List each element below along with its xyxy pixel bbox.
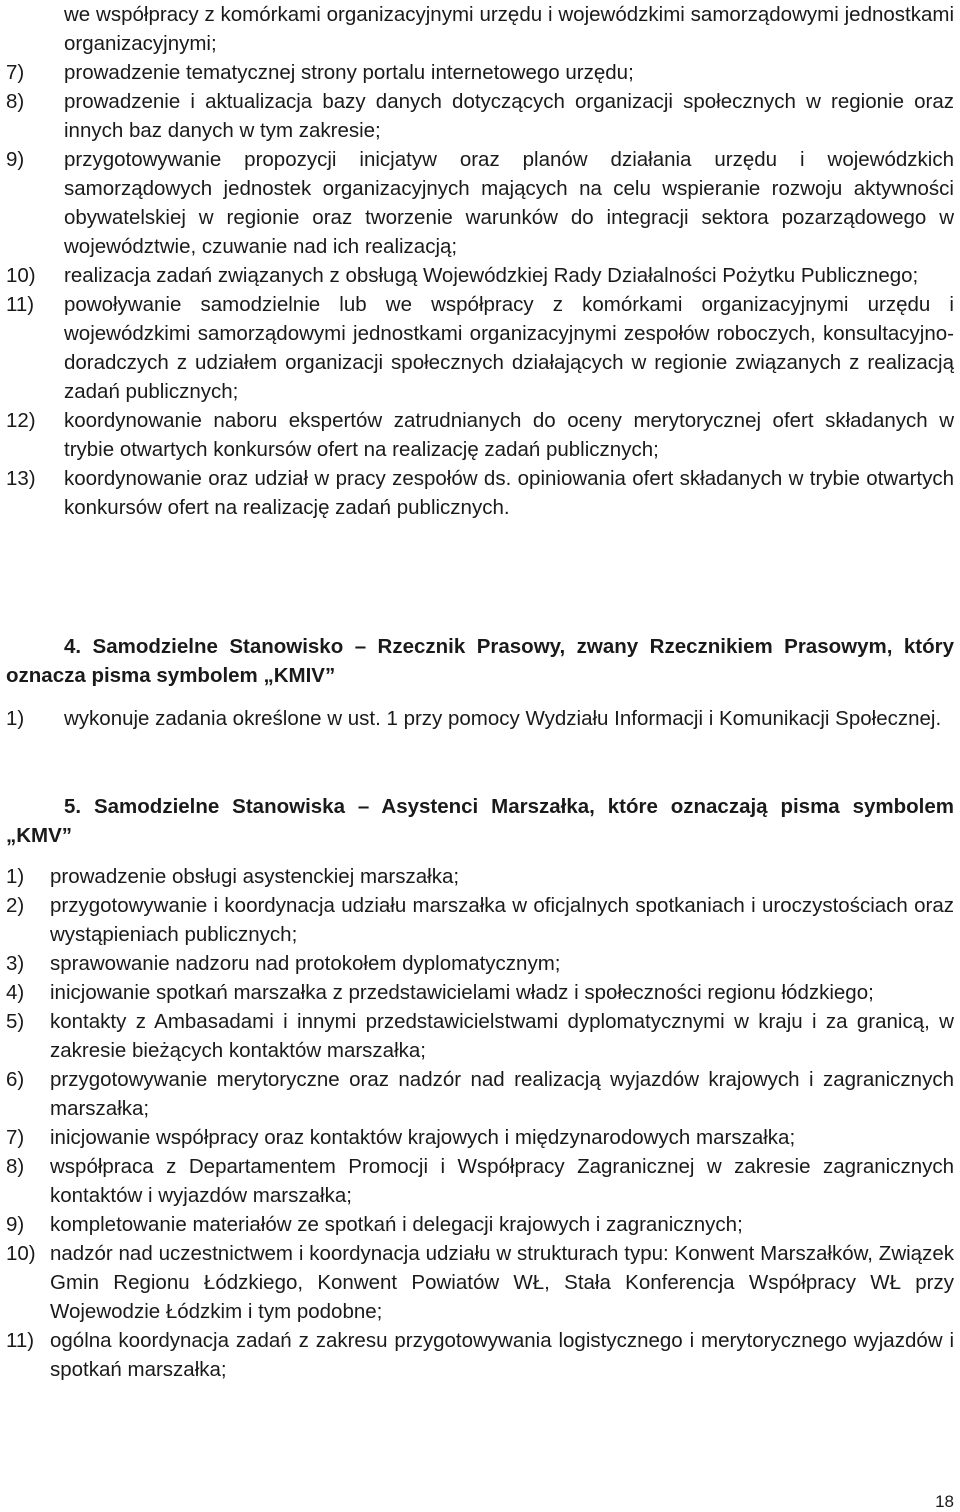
list-item-text: prowadzenie tematycznej strony portalu internetowego urzędu; bbox=[64, 61, 634, 84]
list-item-number: 1) bbox=[6, 707, 25, 730]
list-item-number: 7) bbox=[6, 61, 25, 84]
list-item-number: 3) bbox=[6, 952, 25, 975]
list-item-text: przygotowywanie merytoryczne oraz nadzór nad realizacją wyjazdów krajowych i zagranicznych marszałka; bbox=[50, 1068, 954, 1120]
section3-list bbox=[6, 58, 954, 522]
list-item-text: prowadzenie i aktualizacja bazy danych dotyczących organizacji społecznych w regionie oraz innych baz danych w tym zakresie; bbox=[64, 90, 954, 142]
list-item bbox=[6, 145, 954, 261]
list-item bbox=[6, 704, 954, 733]
list-item bbox=[6, 464, 954, 522]
list-item-text: realizacja zadań związanych z obsługą Wojewódzkiej Rady Działalności Pożytku Publicznego; bbox=[64, 264, 919, 287]
section5 bbox=[6, 792, 954, 850]
list-item-text: kontakty z Ambasadami i innymi przedstawicielstwami dyplomatycznymi w kraju i za granicą, w zakresie bieżących kontaktów marszałka; bbox=[50, 1010, 954, 1062]
list-item bbox=[6, 87, 954, 145]
section-heading: 4. Samodzielne Stanowisko – Rzecznik Prasowy, zwany Rzecznikiem Prasowym, który oznacza pisma symbolem „KMIV” bbox=[6, 635, 954, 687]
list-item bbox=[6, 862, 954, 891]
list-item-number: 5) bbox=[6, 1010, 25, 1033]
list-item-text: przygotowywanie propozycji inicjatyw oraz planów działania urzędu i wojewódzkich samorządowych jednostek organizacyjnych mających na celu wspieranie rozwoju aktywności obywatelskiej w regionie oraz tworzenie warunków do integracji sektora pozarządowego w województwie, czuwanie nad ich realizacją; bbox=[64, 148, 954, 258]
list-item-number: 6) bbox=[6, 1068, 25, 1091]
list-item bbox=[6, 58, 954, 87]
list-item-text: nadzór nad uczestnictwem i koordynacja udziału w strukturach typu: Konwent Marszałków, Związek Gmin Regionu Łódzkiego, Konwent Powiatów WŁ, Stała Konferencja Współpracy WŁ przy Wojewodzie Łódzkim i tym podobne; bbox=[50, 1242, 954, 1323]
continued-text: we współpracy z komórkami organizacyjnymi urzędu i wojewódzkimi samorządowymi jednostkami organizacyjnymi; bbox=[64, 3, 954, 55]
section-heading: 5. Samodzielne Stanowiska – Asystenci Marszałka, które oznaczają pisma symbolem „KMV” bbox=[6, 795, 954, 847]
list-item bbox=[6, 978, 954, 1007]
list-item bbox=[6, 891, 954, 949]
list-item-text: współpraca z Departamentem Promocji i Współpracy Zagranicznej w zakresie zagranicznych kontaktów i wyjazdów marszałka; bbox=[50, 1155, 954, 1207]
list-item-text: prowadzenie obsługi asystenckiej marszałka; bbox=[50, 865, 460, 888]
list-item-number: 8) bbox=[6, 90, 25, 113]
list-item-number: 12) bbox=[6, 409, 36, 432]
list-item-text: inicjowanie współpracy oraz kontaktów krajowych i międzynarodowych marszałka; bbox=[50, 1126, 796, 1149]
list-item-number: 11) bbox=[6, 1329, 35, 1352]
list-item-number: 4) bbox=[6, 981, 25, 1004]
section3-continuation bbox=[6, 0, 954, 58]
list-item-text: kompletowanie materiałów ze spotkań i delegacji krajowych i zagranicznych; bbox=[50, 1213, 743, 1236]
list-item-number: 11) bbox=[6, 293, 35, 316]
list-item bbox=[6, 290, 954, 406]
list-item-number: 2) bbox=[6, 894, 25, 917]
list-item bbox=[6, 1326, 954, 1384]
list-item-text: ogólna koordynacja zadań z zakresu przygotowywania logistycznego i merytorycznego wyjazdów i spotkań marszałka; bbox=[50, 1329, 954, 1381]
list-item-number: 10) bbox=[6, 1242, 36, 1265]
section4-list bbox=[6, 704, 954, 733]
list-item-text: koordynowanie oraz udział w pracy zespołów ds. opiniowania ofert składanych w trybie otwartych konkursów ofert na realizację zadań publicznych. bbox=[64, 467, 954, 519]
list-item bbox=[6, 1210, 954, 1239]
list-item-number: 7) bbox=[6, 1126, 25, 1149]
list-item-text: przygotowywanie i koordynacja udziału marszałka w oficjalnych spotkaniach i uroczystościach oraz wystąpieniach publicznych; bbox=[50, 894, 954, 946]
list-item-number: 9) bbox=[6, 1213, 25, 1236]
list-item-text: inicjowanie spotkań marszałka z przedstawicielami władz i społeczności regionu łódzkiego; bbox=[50, 981, 874, 1004]
list-item bbox=[6, 1123, 954, 1152]
list-item bbox=[6, 1065, 954, 1123]
section4 bbox=[6, 632, 954, 690]
list-item-number: 10) bbox=[6, 264, 36, 287]
list-item bbox=[6, 1007, 954, 1065]
list-item bbox=[6, 949, 954, 978]
list-item-number: 13) bbox=[6, 467, 36, 490]
list-item bbox=[6, 261, 954, 290]
list-item-text: wykonuje zadania określone w ust. 1 przy pomocy Wydziału Informacji i Komunikacji Społecznej. bbox=[64, 707, 942, 730]
section5-list bbox=[6, 862, 954, 1384]
list-item-text: powoływanie samodzielnie lub we współpracy z komórkami organizacyjnymi urzędu i wojewódzkimi samorządowymi jednostkami organizacyjnymi zespołów roboczych, konsultacyjno-doradczych z udziałem organizacji społecznych działających w regionie związanych z realizacją zadań publicznych; bbox=[64, 293, 954, 403]
list-item-number: 1) bbox=[6, 865, 25, 888]
page-number: 18 bbox=[935, 1492, 954, 1511]
list-item bbox=[6, 1239, 954, 1326]
list-item-text: sprawowanie nadzoru nad protokołem dyplomatycznym; bbox=[50, 952, 561, 975]
list-item-number: 9) bbox=[6, 148, 25, 171]
list-item-text: koordynowanie naboru ekspertów zatrudnianych do oceny merytorycznej ofert składanych w trybie otwartych konkursów ofert na realizację zadań publicznych; bbox=[64, 409, 954, 461]
list-item-number: 8) bbox=[6, 1155, 25, 1178]
list-item bbox=[6, 406, 954, 464]
list-item bbox=[6, 1152, 954, 1210]
